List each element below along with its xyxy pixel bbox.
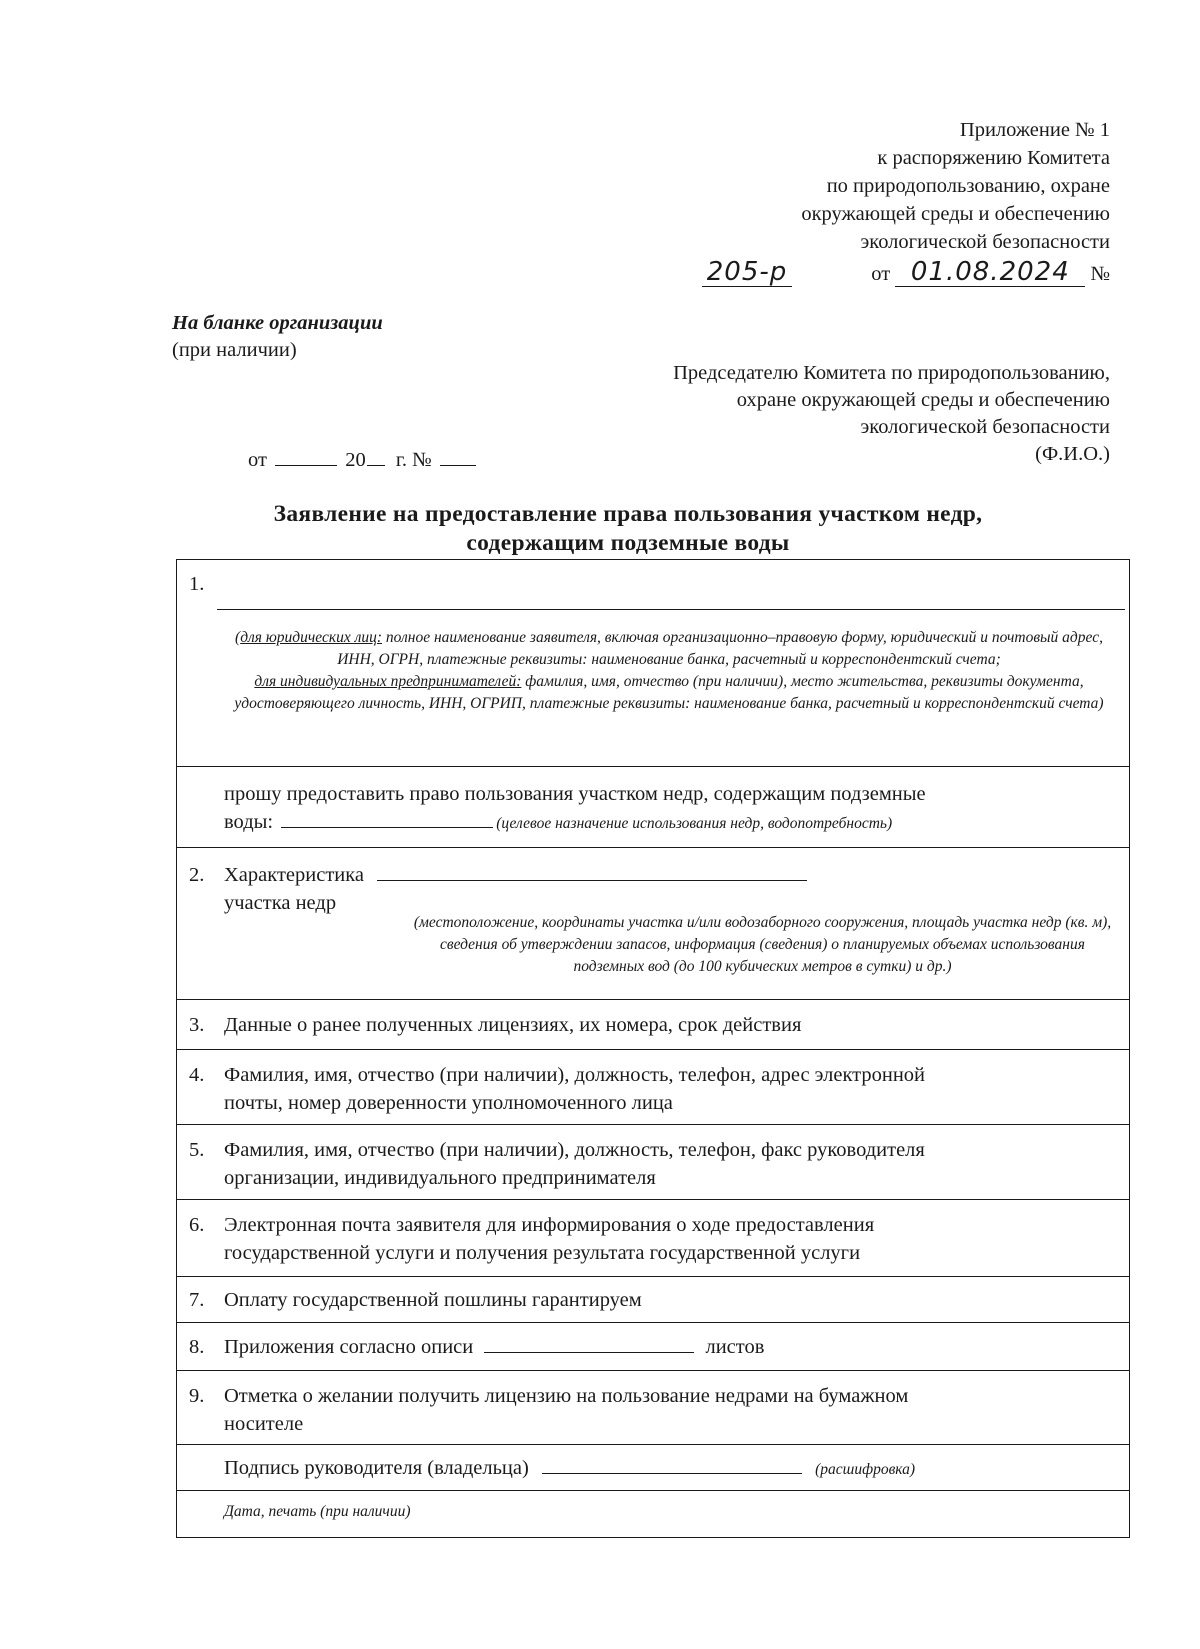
appendix-number-prefix: № xyxy=(1090,263,1110,285)
form-row-3 xyxy=(177,1000,1129,1050)
addressee-line: экологической безопасности xyxy=(860,416,1110,438)
row8-suffix: листов xyxy=(705,1336,765,1358)
form-row-6 xyxy=(177,1200,1129,1277)
form-signature-row xyxy=(177,1445,1129,1491)
row-number: 2. xyxy=(189,864,205,886)
title-line: Заявление на предоставление права пользования участком недр, xyxy=(273,501,983,527)
ip-text: фамилия, имя, отчество (при наличии), место жительства, реквизиты документа, удостоверяющего личность, ИНН, ОГРИП, платежные реквизиты: наименование банка, расчетный и корреспондентский счета) xyxy=(234,673,1104,712)
appendix-line: Приложение № 1 xyxy=(959,119,1110,141)
row2-label1-line xyxy=(224,861,1113,889)
row2-label2: участка недр xyxy=(224,892,337,914)
form-row-2 xyxy=(177,848,1129,1000)
row-number: 4. xyxy=(189,1064,205,1086)
signature-note: (расшифровка) xyxy=(815,1461,916,1478)
date-seal-text: Дата, печать (при наличии) xyxy=(224,1503,411,1520)
row9-line2: носителе xyxy=(224,1413,304,1435)
row-number: 1. xyxy=(189,573,205,595)
legal-text: полное наименование заявителя, включая организационно–правовую форму, юридический и почтовый адрес, ИНН, ОГРН, платежные реквизиты: наименование банка, расчетный и корреспондентский счета; xyxy=(337,629,1103,668)
row-number: 8. xyxy=(189,1336,205,1358)
registration-day-field[interactable] xyxy=(275,447,337,466)
addressee-line: Председателю Комитета по природопользованию, xyxy=(673,362,1110,384)
registration-number-field[interactable] xyxy=(440,447,476,466)
form-row-5 xyxy=(177,1125,1129,1200)
appendix-header xyxy=(690,116,1110,288)
application-form xyxy=(176,559,1130,1538)
signature-label: Подпись руководителя (владельца) xyxy=(224,1457,529,1479)
row-number: 7. xyxy=(189,1289,205,1311)
row-number: 5. xyxy=(189,1139,205,1161)
row5-line1: Фамилия, имя, отчество (при наличии), должность, телефон, факс руководителя xyxy=(224,1139,925,1161)
request-note: (целевое назначение использования недр, водопотребность) xyxy=(496,815,893,832)
request-prefix: воды: xyxy=(224,811,274,833)
row8-prefix: Приложения согласно описи xyxy=(224,1336,474,1358)
blank-subtitle: (при наличии) xyxy=(172,339,297,361)
form-row-7 xyxy=(177,1277,1129,1323)
row-number: 6. xyxy=(189,1214,205,1236)
appendix-number-value: 205-р xyxy=(702,258,792,287)
appendix-line: окружающей среды и обеспечению xyxy=(801,203,1110,225)
addressee-block xyxy=(550,360,1110,468)
row-number: 9. xyxy=(189,1385,205,1407)
row7-text: Оплату государственной пошлины гарантируем xyxy=(224,1289,642,1311)
request-line2 xyxy=(224,808,1113,838)
applicant-name-field[interactable] xyxy=(217,609,1125,610)
appendix-date-value: 01.08.2024 xyxy=(895,258,1085,287)
form-request-row xyxy=(177,767,1129,848)
registration-line xyxy=(248,447,479,472)
row3-text: Данные о ранее полученных лицензиях, их номера, срок действия xyxy=(224,1014,802,1036)
appendix-line: по природопользованию, охране xyxy=(826,175,1110,197)
appendix-date-line xyxy=(690,258,1110,288)
registration-suffix: г. № xyxy=(395,449,432,471)
signature-field[interactable] xyxy=(542,1455,802,1474)
form-date-seal-row xyxy=(177,1491,1129,1537)
title-line: содержащим подземные воды xyxy=(466,530,790,556)
signature-line xyxy=(224,1454,1113,1484)
form-row-9 xyxy=(177,1371,1129,1445)
row6-line2: государственной услуги и получения результата государственной услуги xyxy=(224,1242,861,1264)
form-row-1 xyxy=(177,560,1129,767)
addressee-line: охране окружающей среды и обеспечению xyxy=(736,389,1110,411)
form-row-8 xyxy=(177,1323,1129,1371)
appendix-date-prefix: от xyxy=(871,263,891,285)
request-line1: прошу предоставить право пользования участком недр, содержащим подземные xyxy=(224,783,926,805)
row2-note: (местоположение, координаты участка и/или водозаборного сооружения, площадь участка недр (кв. м), сведения об утверждении запасов, информация (сведения) о планируемых объемах использования подземных вод (до 100 кубических метров в сутки) и др.) xyxy=(413,914,1112,975)
legal-label: для юридических лиц: xyxy=(240,629,383,646)
blank-header xyxy=(172,310,383,364)
plot-characteristics-field[interactable] xyxy=(377,862,807,881)
purpose-field[interactable] xyxy=(281,809,493,828)
row9-line1: Отметка о желании получить лицензию на пользование недрами на бумажном xyxy=(224,1385,909,1407)
appendix-line: экологической безопасности xyxy=(860,231,1110,253)
attachments-count-field[interactable] xyxy=(484,1334,694,1353)
addressee-fio: (Ф.И.О.) xyxy=(1035,443,1110,465)
row6-line1: Электронная почта заявителя для информирования о ходе предоставления xyxy=(224,1214,875,1236)
registration-prefix: от xyxy=(248,449,267,471)
appendix-line: к распоряжению Комитета xyxy=(877,147,1110,169)
row4-line2: почты, номер доверенности уполномоченного лица xyxy=(224,1092,673,1114)
row4-line1: Фамилия, имя, отчество (при наличии), должность, телефон, адрес электронной xyxy=(224,1064,926,1086)
row2-label1: Характеристика xyxy=(224,864,364,886)
form-row-4 xyxy=(177,1050,1129,1125)
registration-year-field[interactable] xyxy=(367,447,385,466)
blank-title: На бланке организации xyxy=(172,312,383,334)
row1-note: (для юридических лиц: полное наименование заявителя, включая организационно–правовую форму, юридический и почтовый адрес, ИНН, ОГРН, платежные реквизиты: наименование банка, расчетный и корреспондентский счета; для индивидуальных предпринимателей: фамилия, имя, отчество (при наличии), место жительства, реквизиты документа, удостоверяющего личность, ИНН, ОГРИП, платежные реквизиты: наименование банка, расчетный и корреспондентский счета) xyxy=(234,629,1104,712)
row5-line2: организации, индивидуального предпринимателя xyxy=(224,1167,656,1189)
row-number: 3. xyxy=(189,1014,205,1036)
ip-label: для индивидуальных предпринимателей: xyxy=(254,673,522,690)
registration-year: 20 xyxy=(345,449,366,471)
row8-line xyxy=(224,1333,1113,1361)
document-title xyxy=(172,500,1084,558)
